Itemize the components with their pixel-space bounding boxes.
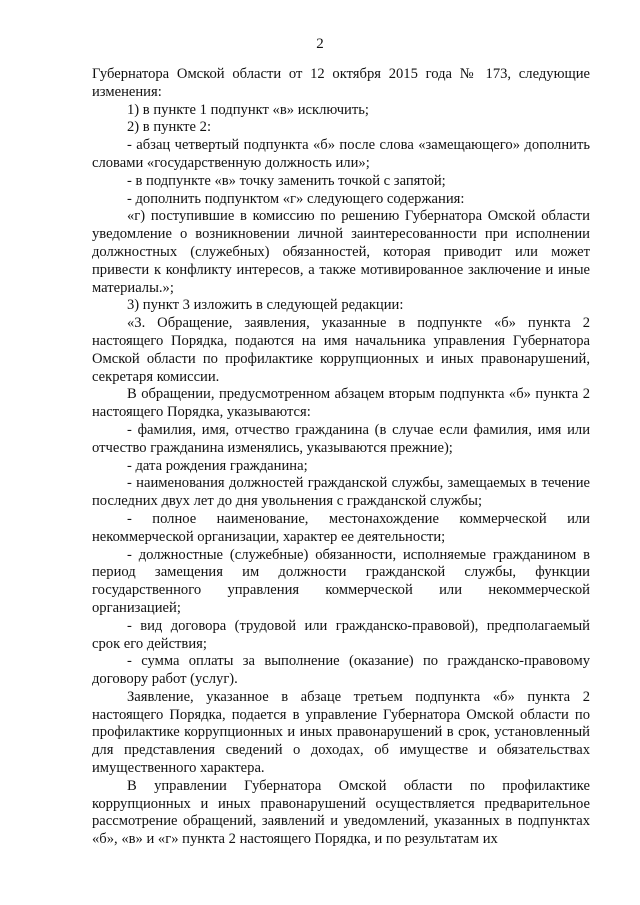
paragraph: - полное наименование, местонахождение коммерческой или некоммерческой организации, характер ее деятельности; [92,510,590,545]
paragraph: «г) поступившие в комиссию по решению Губернатора Омской области уведомление о возникновении личной заинтересованности при исполнении должностных (служебных) обязанностей, которая приводит или может привести к конфликту интересов, а также мотивированное заключение и иные материалы.»; [92,208,590,296]
paragraph: - сумма оплаты за выполнение (оказание) по гражданско-правовому договору работ (услуг). [92,653,590,688]
paragraph: - фамилия, имя, отчество гражданина (в случае если фамилия, имя или отчество гражданина изменялись, указываются прежние); [92,421,590,456]
paragraph: 2) в пункте 2: [127,119,212,136]
page-number: 2 [316,36,324,52]
paragraph: - абзац четвертый подпункта «б» после слова «замещающего» дополнить словами «государственную должность или»; [92,137,590,171]
paragraph: - должностные (служебные) обязанности, исполняемые гражданином в период замещения им должности гражданской службы, функции государственного управления коммерческой или некоммерческой организацией; [92,546,590,616]
paragraph: 3) пункт 3 изложить в следующей редакции: [127,297,404,314]
paragraph: 1) в пункте 1 подпункт «в» исключить; [127,101,369,118]
paragraph: - наименования должностей гражданской службы, замещаемых в течение последних двух лет до дня увольнения с гражданской службы; [92,475,590,510]
paragraph: В обращении, предусмотренном абзацем вторым подпункта «б» пункта 2 настоящего Порядка, указываются: [92,386,590,421]
paragraph: Заявление, указанное в абзаце третьем подпункта «б» пункта 2 настоящего Порядка, подается в управление Губернатора Омской области по профилактике коррупционных и иных правонарушений в срок, установленный для представления сведений о доходах, об имуществе и обязательствах имущественного характера. [92,688,590,777]
paragraph: - в подпункте «в» точку заменить точкой с запятой; [127,172,446,189]
paragraph: В управлении Губернатора Омской области по профилактике коррупционных и иных правонарушений осуществляется предварительное рассмотрение обращений, заявлений и уведомлений, указанных в подпунктах «б», «в» и «г» пункта 2 настоящего Порядка, и по результатам их [92,777,590,848]
paragraph: Губернатора Омской области от 12 октября 2015 года № 173, следующие изменения: [92,66,590,100]
paragraph: - вид договора (трудовой или гражданско-правовой), предполагаемый срок его действия; [92,617,590,652]
paragraph: - дата рождения гражданина; [127,457,308,474]
paragraph: - дополнить подпунктом «г» следующего содержания: [127,190,465,207]
paragraph: «3. Обращение, заявления, указанные в подпункте «б» пункта 2 настоящего Порядка, подаются на имя начальника управления Губернатора Омской области по профилактике коррупционных и иных правонарушений, секретаря комиссии. [92,315,590,385]
document-body [92,66,590,849]
